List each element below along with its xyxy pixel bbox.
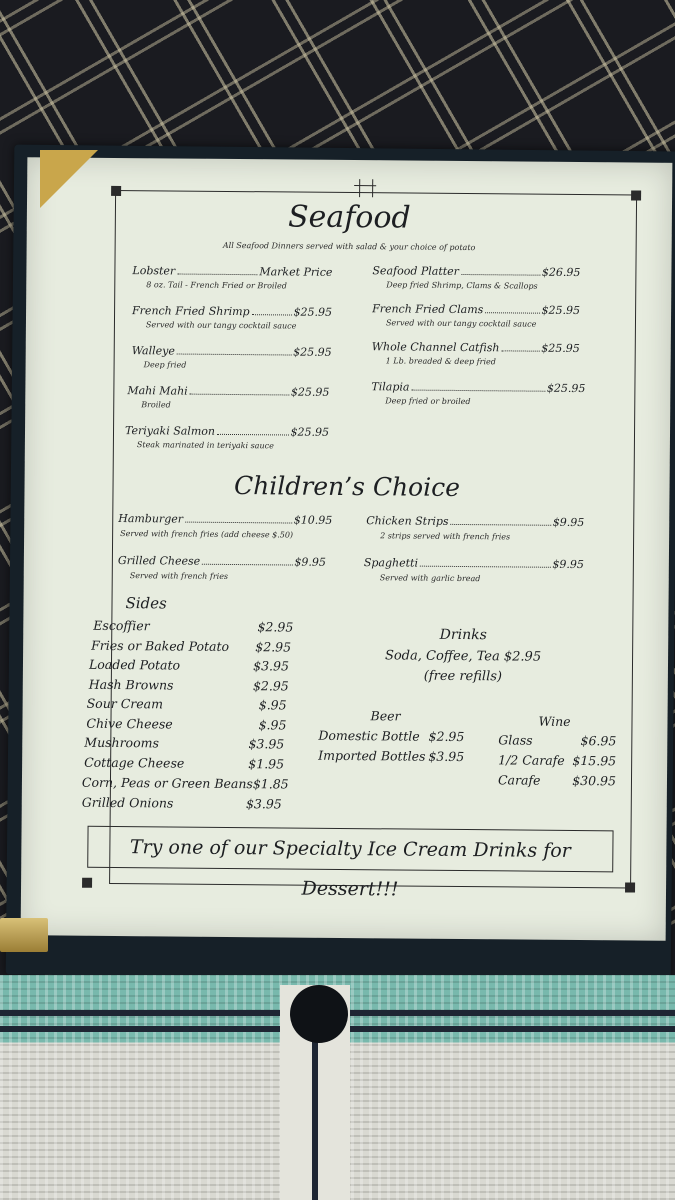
drinks-title: Drinks bbox=[439, 626, 487, 644]
sweater-button bbox=[290, 985, 348, 1043]
item-desc: Served with french fries (add cheese $.50) bbox=[120, 529, 294, 540]
menu-item: French Fried Shrimp $25.95 bbox=[132, 304, 333, 319]
item-desc: Served with garlic bread bbox=[379, 573, 481, 584]
item-desc: Served with french fries bbox=[129, 571, 229, 581]
item-desc: Steak marinated in teriyaki sauce bbox=[136, 440, 274, 451]
seafood-subtitle: All Seafood Dinners served with salad & your choice of potato bbox=[222, 240, 476, 253]
menu-item: Chicken Strips $9.95 bbox=[366, 514, 585, 530]
item-desc: Served with our tangy cocktail sauce bbox=[145, 320, 297, 331]
menu-item: Hamburger $10.95 bbox=[118, 512, 333, 527]
side-item: Grilled Onions $3.95 bbox=[81, 794, 282, 812]
item-desc: Deep fried bbox=[143, 360, 187, 370]
side-item: Fries or Baked Potato $2.95 bbox=[91, 637, 292, 655]
item-desc: 2 strips served with french fries bbox=[380, 531, 511, 542]
menu-clip bbox=[0, 918, 48, 952]
side-item: Mushrooms $3.95 bbox=[84, 734, 285, 752]
menu-item: Tilapia $25.95 bbox=[371, 380, 586, 396]
side-item: Hash Browns $2.95 bbox=[88, 676, 289, 694]
dessert-banner: Try one of our Specialty Ice Cream Drinks for Dessert!!! bbox=[87, 826, 613, 873]
wine-item: Glass $6.95 bbox=[498, 732, 617, 749]
item-desc: Served with our tangy cocktail sauce bbox=[385, 318, 537, 329]
menu-item: Teriyaki Salmon $25.95 bbox=[124, 424, 330, 439]
side-item: Corn, Peas or Green Beans $1.85 bbox=[81, 774, 289, 792]
item-desc: Broiled bbox=[141, 400, 171, 410]
wine-item: 1/2 Carafe $15.95 bbox=[498, 752, 617, 769]
drinks-line2: (free refills) bbox=[423, 668, 503, 685]
beer-item: Imported Bottles $3.95 bbox=[318, 747, 465, 765]
menu-item: Whole Channel Catfish $25.95 bbox=[371, 340, 580, 356]
menu-item: Walleye $25.95 bbox=[131, 344, 332, 359]
wine-title: Wine bbox=[538, 713, 571, 729]
item-desc: 8 oz. Tail - French Fried or Broiled bbox=[146, 280, 287, 291]
side-item: Loaded Potato $3.95 bbox=[88, 656, 290, 674]
menu-item: Lobster Market Price bbox=[132, 264, 333, 279]
menu-item: Mahi Mahi $25.95 bbox=[127, 384, 330, 399]
children-title: Children’s Choice bbox=[233, 471, 461, 502]
drinks-line1: Soda, Coffee, Tea $2.95 bbox=[384, 648, 542, 665]
wine-item: Carafe $30.95 bbox=[497, 772, 617, 789]
seafood-title: Seafood bbox=[287, 199, 411, 236]
brass-corner bbox=[40, 150, 98, 208]
beer-title: Beer bbox=[370, 708, 401, 724]
menu-page bbox=[21, 157, 673, 941]
sides-title: Sides bbox=[125, 594, 167, 613]
beer-item: Domestic Bottle $2.95 bbox=[318, 727, 465, 745]
side-item: Sour Cream $.95 bbox=[86, 695, 287, 713]
menu-item: Spaghetti $9.95 bbox=[363, 556, 584, 572]
menu-item: Grilled Cheese $9.95 bbox=[117, 554, 326, 569]
side-item: Cottage Cheese $1.95 bbox=[84, 754, 285, 772]
item-desc: Deep fried Shrimp, Clams & Scallops bbox=[386, 280, 538, 291]
item-desc: 1 Lb. breaded & deep fried bbox=[385, 356, 496, 367]
menu-item: French Fried Clams $25.95 bbox=[372, 302, 581, 318]
menu-item: Seafood Platter $26.95 bbox=[372, 264, 581, 280]
side-item: Escoffier $2.95 bbox=[93, 617, 294, 635]
side-item: Chive Cheese $.95 bbox=[86, 715, 287, 733]
item-desc: Deep fried or broiled bbox=[385, 396, 471, 407]
